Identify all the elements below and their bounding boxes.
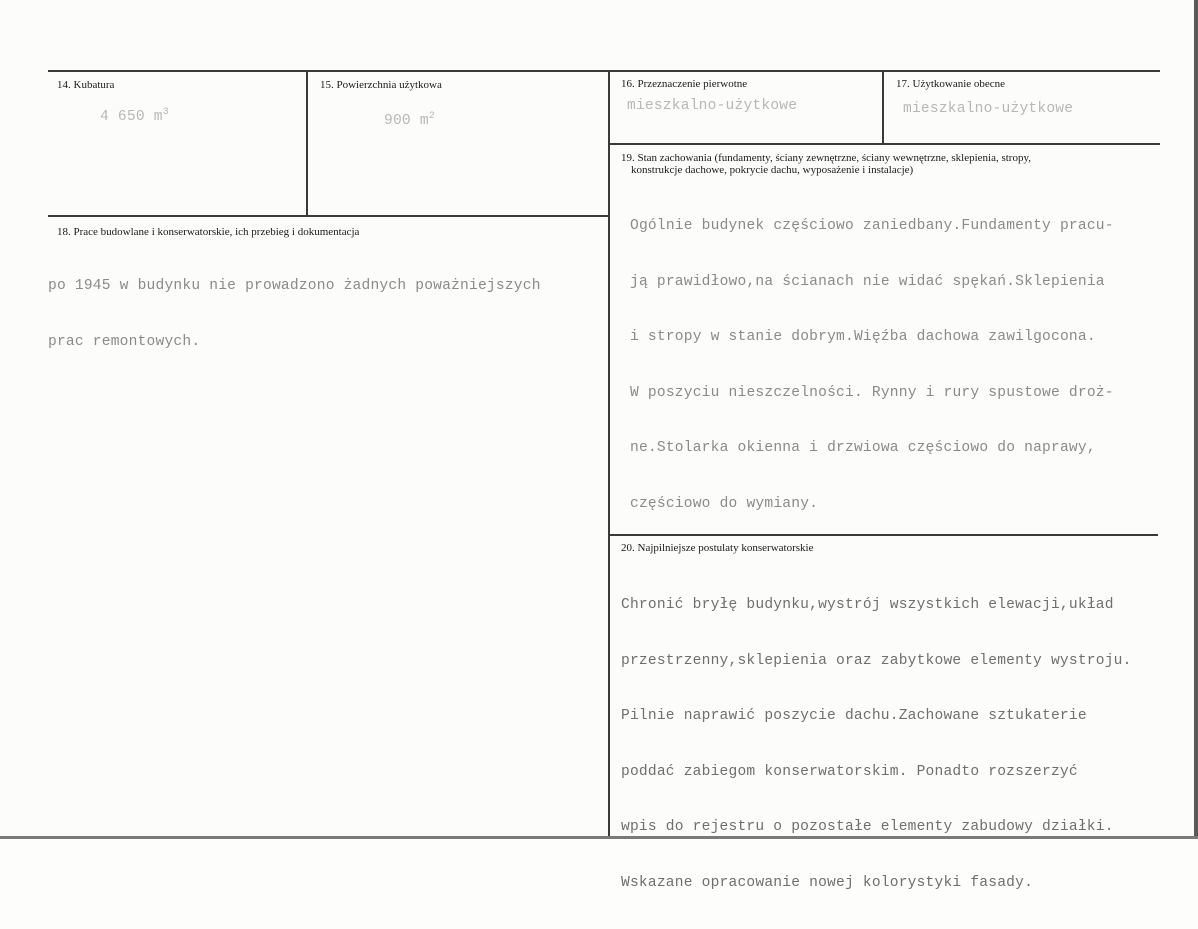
field-19-label-line1: 19. Stan zachowania (fundamenty, ściany zewnętrzne, ściany wewnętrzne, sklepienia, stropy, bbox=[621, 152, 1032, 164]
field-15-value: 900 $m^2$ bbox=[384, 111, 435, 129]
divider-16-17 bbox=[882, 70, 884, 144]
field-19-line: i stropy w stanie dobrym.Więźba dachowa zawilgocona. bbox=[630, 329, 1096, 345]
field-15-label: 15. Powierzchnia użytkowa bbox=[320, 79, 442, 91]
field-20-line: przestrzenny,sklepienia oraz zabytkowe elementy wystroju. bbox=[621, 652, 1132, 669]
field-19-line: ją prawidłowo,na ścianach nie widać spękań.Sklepienia bbox=[630, 273, 1105, 290]
field-19-label bbox=[621, 152, 1031, 176]
field-16-label: 16. Przeznaczenie pierwotne bbox=[621, 78, 748, 90]
top-rule bbox=[48, 70, 1160, 72]
rule-under-16-17 bbox=[608, 143, 1160, 145]
field-19-line: Ogólnie budynek częściowo zaniedbany.Fundamenty pracu- bbox=[630, 218, 1114, 234]
field-19-line: częściowo do wymiany. bbox=[630, 495, 819, 512]
field-20-text bbox=[621, 559, 1132, 929]
field-19-line: W poszyciu nieszczelności. Rynny i rury spustowe droż- bbox=[630, 384, 1114, 401]
field-17-label: 17. Użytkowanie obecne bbox=[896, 78, 1006, 90]
field-14-label: 14. Kubatura bbox=[57, 79, 115, 91]
rule-under-14-15 bbox=[48, 215, 608, 217]
field-16-value: mieszkalno-użytkowe bbox=[627, 98, 798, 114]
divider-14-15 bbox=[306, 70, 308, 216]
field-20-line: Chronić bryłę budynku,wystrój wszystkich elewacji,układ bbox=[621, 597, 1114, 613]
field-19-text bbox=[630, 180, 1114, 550]
field-19-label-line2: konstrukcje dachowe, pokrycie dachu, wyposażenie i instalacje) bbox=[631, 164, 914, 176]
field-20-line: wpis do rejestru o pozostałe elementy zabudowy działki. bbox=[621, 819, 1114, 835]
field-18-line: prac remontowych. bbox=[48, 333, 201, 350]
field-14-value: 4 650 $m^3$ bbox=[100, 107, 169, 125]
divider-15-16 bbox=[608, 70, 610, 839]
field-18-line: po 1945 w budynku nie prowadzono żadnych poważniejszych bbox=[48, 278, 541, 294]
field-17-value: mieszkalno-użytkowe bbox=[903, 101, 1074, 117]
field-19-line: ne.Stolarka okienna i drzwiowa częściowo do naprawy, bbox=[630, 440, 1096, 456]
field-18-label: 18. Prace budowlane i konserwatorskie, ich przebieg i dokumentacja bbox=[57, 226, 360, 238]
field-18-text bbox=[48, 240, 541, 388]
field-20-label: 20. Najpilniejsze postulaty konserwatorskie bbox=[621, 542, 814, 554]
card-edge-shadow-right bbox=[1194, 0, 1198, 839]
field-20-line: Pilnie naprawić poszycie dachu.Zachowane sztukaterie bbox=[621, 708, 1087, 724]
field-20-line: poddać zabiegom konserwatorskim. Ponadto rozszerzyć bbox=[621, 763, 1078, 780]
field-20-line: Wskazane opracowanie nowej kolorystyki fasady. bbox=[621, 874, 1034, 891]
